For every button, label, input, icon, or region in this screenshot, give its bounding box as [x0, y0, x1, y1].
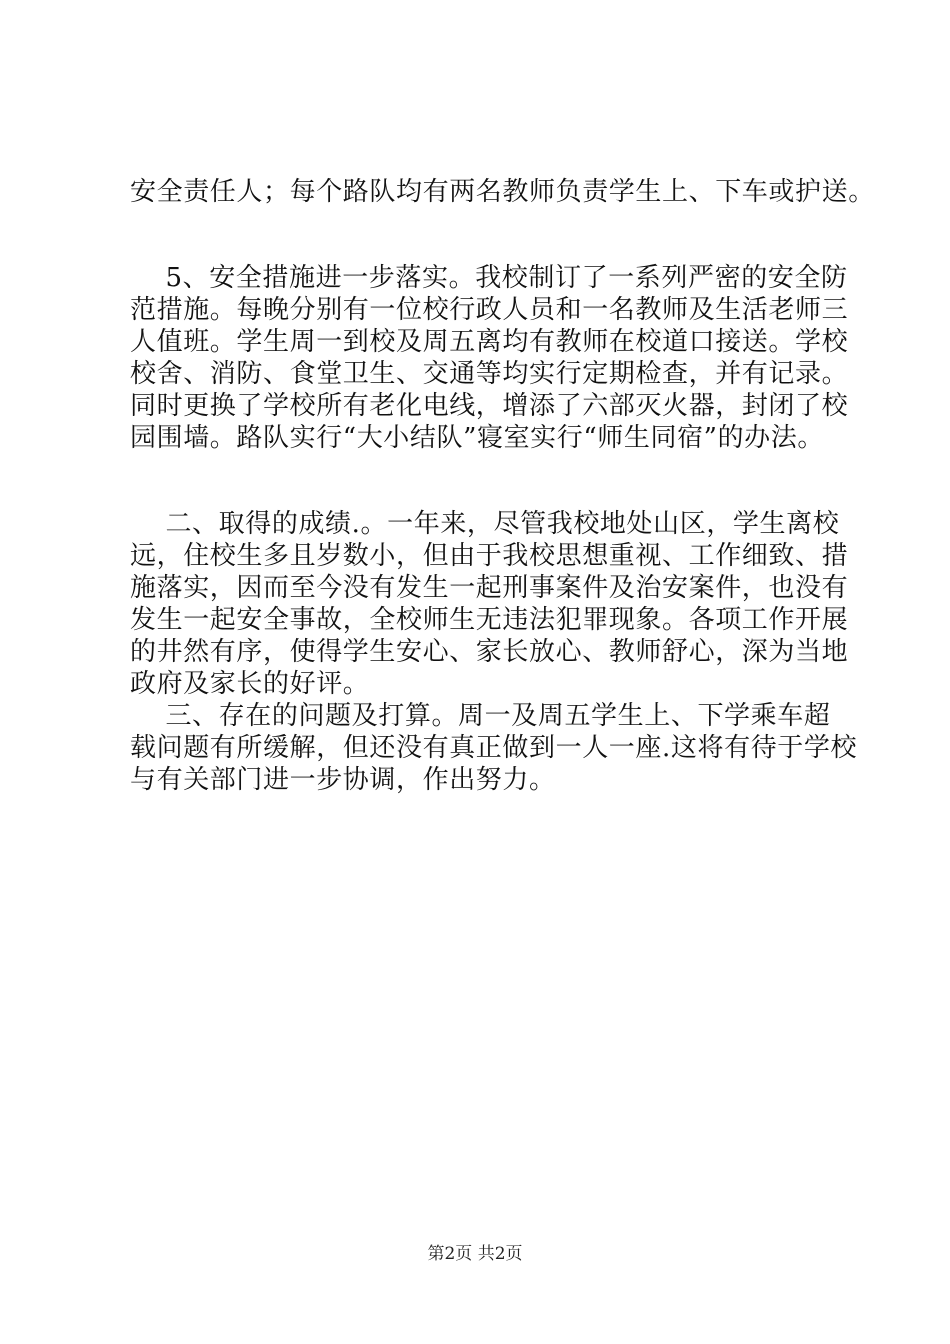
page-number: 第2页 共2页	[427, 1244, 523, 1264]
text-line: 政府及家长的好评。	[130, 669, 370, 699]
text-line: 范措施。每晚分别有一位校行政人员和一名教师及生活老师三	[130, 295, 849, 325]
text-line: 发生一起安全事故，全校师生无违法犯罪现象。各项工作开展	[130, 605, 849, 635]
text-line: 远，住校生多且岁数小，但由于我校思想重视、工作细致、措	[130, 541, 849, 571]
text-line: 三、存在的问题及打算。周一及周五学生上、下学乘车超	[130, 701, 831, 731]
text-line: 与有关部门进一步协调，作出努力。	[130, 765, 556, 795]
text-line: 安全责任人；每个路队均有两名教师负责学生上、下车或护送。	[130, 177, 875, 207]
text-line: 同时更换了学校所有老化电线，增添了六部灭火器，封闭了校	[130, 391, 849, 421]
text-line: 二、取得的成绩.。一年来，尽管我校地处山区，学生离校	[130, 509, 840, 539]
text-line: 载问题有所缓解，但还没有真正做到一人一座.这将有待于学校	[130, 733, 858, 763]
text-line: 园围墙。路队实行“大小结队”寝室实行“师生同宿”的办法。	[130, 423, 824, 453]
text-line: 的井然有序，使得学生安心、家长放心、教师舒心，深为当地	[130, 637, 849, 667]
text-line: 施落实，因而至今没有发生一起刑事案件及治安案件，也没有	[130, 573, 849, 603]
text-line: 5、安全措施进一步落实。我校制订了一系列严密的安全防	[130, 263, 848, 293]
text-line: 校舍、消防、食堂卫生、交通等均实行定期检查，并有记录。	[130, 359, 849, 389]
text-line: 人值班。学生周一到校及周五离均有教师在校道口接送。学校	[130, 327, 849, 357]
